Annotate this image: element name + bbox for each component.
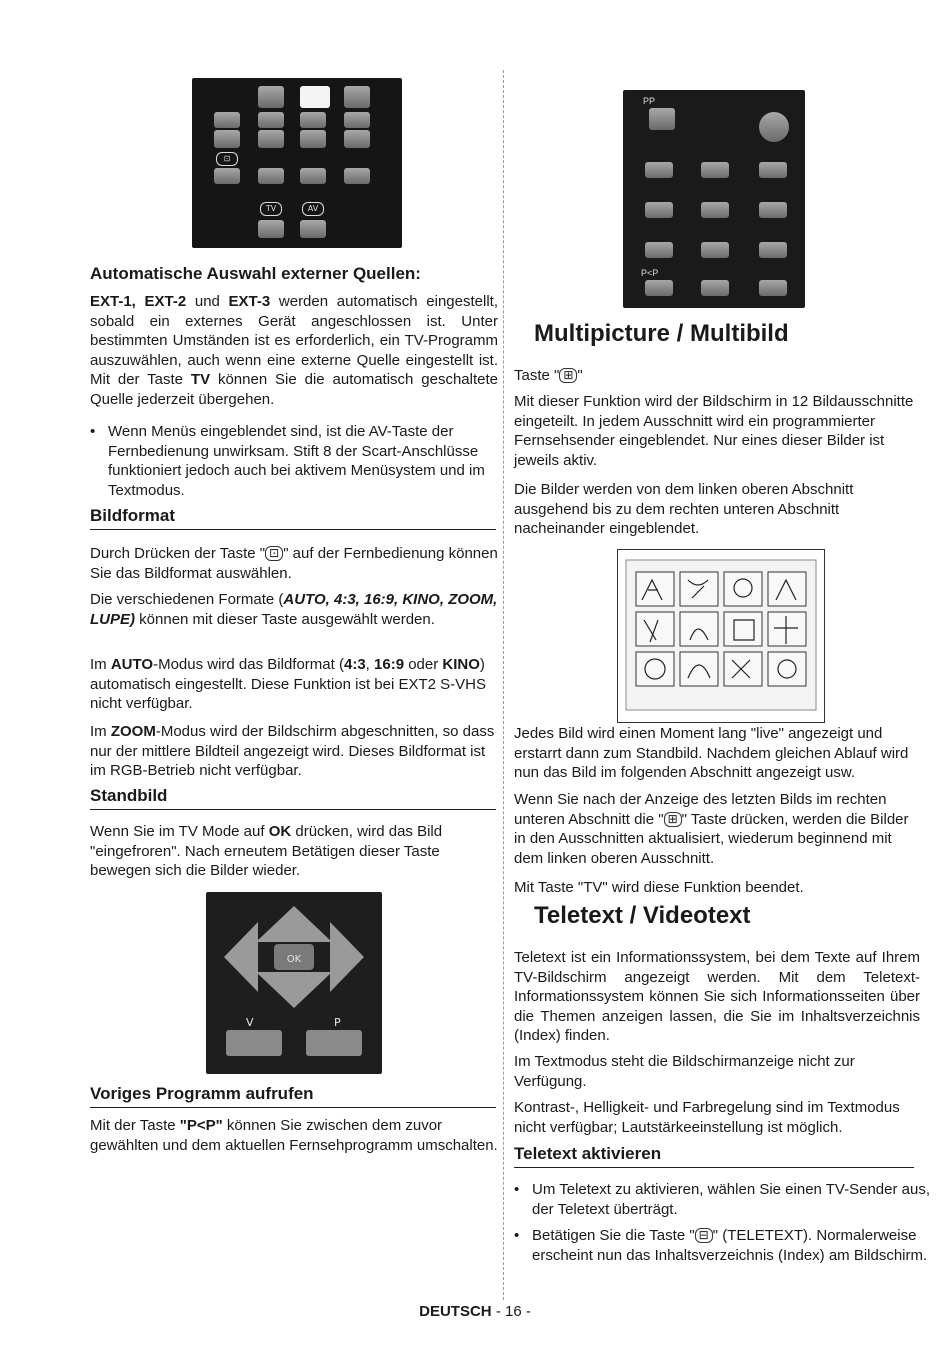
av-source-icon: AV — [302, 202, 324, 216]
teletext-heading: Teletext / Videotext — [534, 902, 751, 929]
remote-source-keys-image — [192, 78, 402, 248]
multipicture-p5: Mit Taste "TV" wird diese Funktion beendet. — [514, 879, 804, 896]
voriges-paragraph: Mit der Taste "P<P" können Sie zwischen dem zuvor gewählten und dem aktuellen Fernsehprogramm umschalten. — [90, 1117, 498, 1154]
pap-key-label: P<P — [641, 268, 659, 278]
tv-icon: TV — [260, 202, 282, 216]
multipicture-screen-image — [617, 549, 825, 723]
teletext-p1: Teletext ist ein Informationssystem, bei dem Texte auf Ihrem TV-Bildschirm angezeigt werden. Mit dem Teletext-Informationssystem können Sie sich Informationsseiten über die Themen anzeigen lassen, die Sie im Inhaltsverzeichnis (Index) finden. — [514, 949, 920, 1044]
multipicture-p3: Jedes Bild wird einen Moment lang "live" angezeigt und erstarrt dann zum Standbild. Nachdem gleichen Ablauf wird nun das Bild im folgenden Abschnitt angezeigt usw. — [514, 725, 909, 781]
footer-page-number: - 16 - — [491, 1303, 531, 1320]
teletext-bullet-1: • Um Teletext zu aktivieren, wählen Sie einen TV-Sender aus, der Teletext überträgt. — [512, 1180, 932, 1219]
bildformat-p3: Im AUTO-Modus wird das Bildformat (4:3, 16:9 oder KINO) automatisch eingestellt. Diese Funktion ist bei EXT2 S-VHS nicht verfügbar. — [90, 656, 487, 712]
bildformat-heading: Bildformat — [90, 506, 496, 530]
page-footer — [0, 1303, 950, 1320]
standbild-heading: Standbild — [90, 786, 496, 810]
column-divider — [503, 70, 504, 1300]
multipicture-icon-2: ⊞ — [664, 812, 682, 827]
multipicture-p2: Die Bilder werden von dem linken oberen Abschnitt ausgehend bis zu dem rechten unteren Abschnitt nacheinander eingeblendet. — [514, 481, 854, 537]
teletext-p2: Im Textmodus steht die Bildschirmanzeige nicht zur Verfügung. — [514, 1053, 855, 1090]
multipicture-p1: Mit dieser Funktion wird der Bildschirm in 12 Bildausschnitte eingeteilt. In jedem Ausschnitt wird ein programmierter Fernsehsender eingeblendet. Nur eines dieser Bilder ist jeweils aktiv. — [514, 393, 914, 469]
remote-navigation-image — [206, 892, 382, 1074]
auto-bullet: • Wenn Menüs eingeblendet sind, ist die AV-Taste der Fernbedienung unwirksam. Stift 8 der Scart-Anschlüsse funktioniert jedoch auch bei aktivem Menüsystem und im Textmodus. — [88, 422, 498, 500]
ok-key-label: OK — [286, 954, 302, 965]
bildformat-p2: Die verschiedenen Formate (AUTO, 4:3, 16:9, KINO, ZOOM, LUPE) können mit dieser Taste ausgewählt werden. — [90, 591, 498, 628]
voriges-heading: Voriges Programm aufrufen — [90, 1084, 496, 1108]
multipicture-p4: Wenn Sie nach der Anzeige des letzten Bilds im rechten unteren Abschnitt die " ⊞ " Taste drücken, werden die Bilder in den Ausschnitten aktualisiert, wiederum beginnend mit dem linken oberen Ausschnitt. — [514, 791, 909, 867]
multipicture-heading: Multipicture / Multibild — [534, 320, 789, 347]
multipicture-icon: ⊞ — [559, 368, 577, 383]
teletext-bullet-2: • Betätigen Sie die Taste " ⊟ " (TELETEXT). Normalerweise erscheint nun das Inhaltsverzeichnis (Index) am Bildschirm. — [512, 1226, 932, 1265]
aspect-ratio-icon: ⊡ — [265, 546, 283, 561]
auto-heading: Automatische Auswahl externer Quellen: — [90, 264, 421, 283]
footer-language: DEUTSCH — [419, 1303, 492, 1320]
bildformat-p1: Durch Drücken der Taste " ⊡ " auf der Fernbedienung können Sie das Bildformat auswählen. — [90, 545, 498, 582]
teletext-aktivieren-heading: Teletext aktivieren — [514, 1144, 914, 1168]
multipicture-taste: Taste " ⊞ " — [514, 367, 583, 384]
p-key-label: P — [334, 1016, 341, 1029]
teletext-icon: ⊟ — [695, 1228, 713, 1243]
remote-multipicture-image — [623, 90, 805, 308]
v-key-label: V — [246, 1016, 254, 1029]
multipicture-grid-drawing — [618, 550, 824, 722]
pp-key-label: PP — [643, 96, 656, 106]
nav-keys-drawing — [206, 892, 382, 1074]
av-icon: ⊡ — [216, 152, 238, 166]
bildformat-p4: Im ZOOM-Modus wird der Bildschirm abgeschnitten, so dass nur der mittlere Bildteil angezeigt wird. Dieses Bildformat ist im RGB-Betrieb nicht verfügbar. — [90, 723, 495, 779]
teletext-p3: Kontrast-, Helligkeit- und Farbregelung sind im Textmodus nicht verfügbar; Lautstärkeeinstellung ist möglich. — [514, 1099, 900, 1136]
standbild-paragraph: Wenn Sie im TV Mode auf OK drücken, wird das Bild "eingefroren". Nach erneutem Betätigen dieser Taste bewegen sich die Bilder wieder. — [90, 823, 443, 879]
auto-paragraph: EXT-1, EXT-2 und EXT-3 werden automatisch eingestellt, sobald ein externes Gerät angeschlossen ist. Unter bestimmten Umständen ist es erforderlich, ein TV-Programm auszuwählen, auch wenn eine externe Quelle eingestellt ist. Mit der Taste TV können Sie die automatisch geschaltete Quelle jederzeit übergehen. — [90, 293, 498, 408]
